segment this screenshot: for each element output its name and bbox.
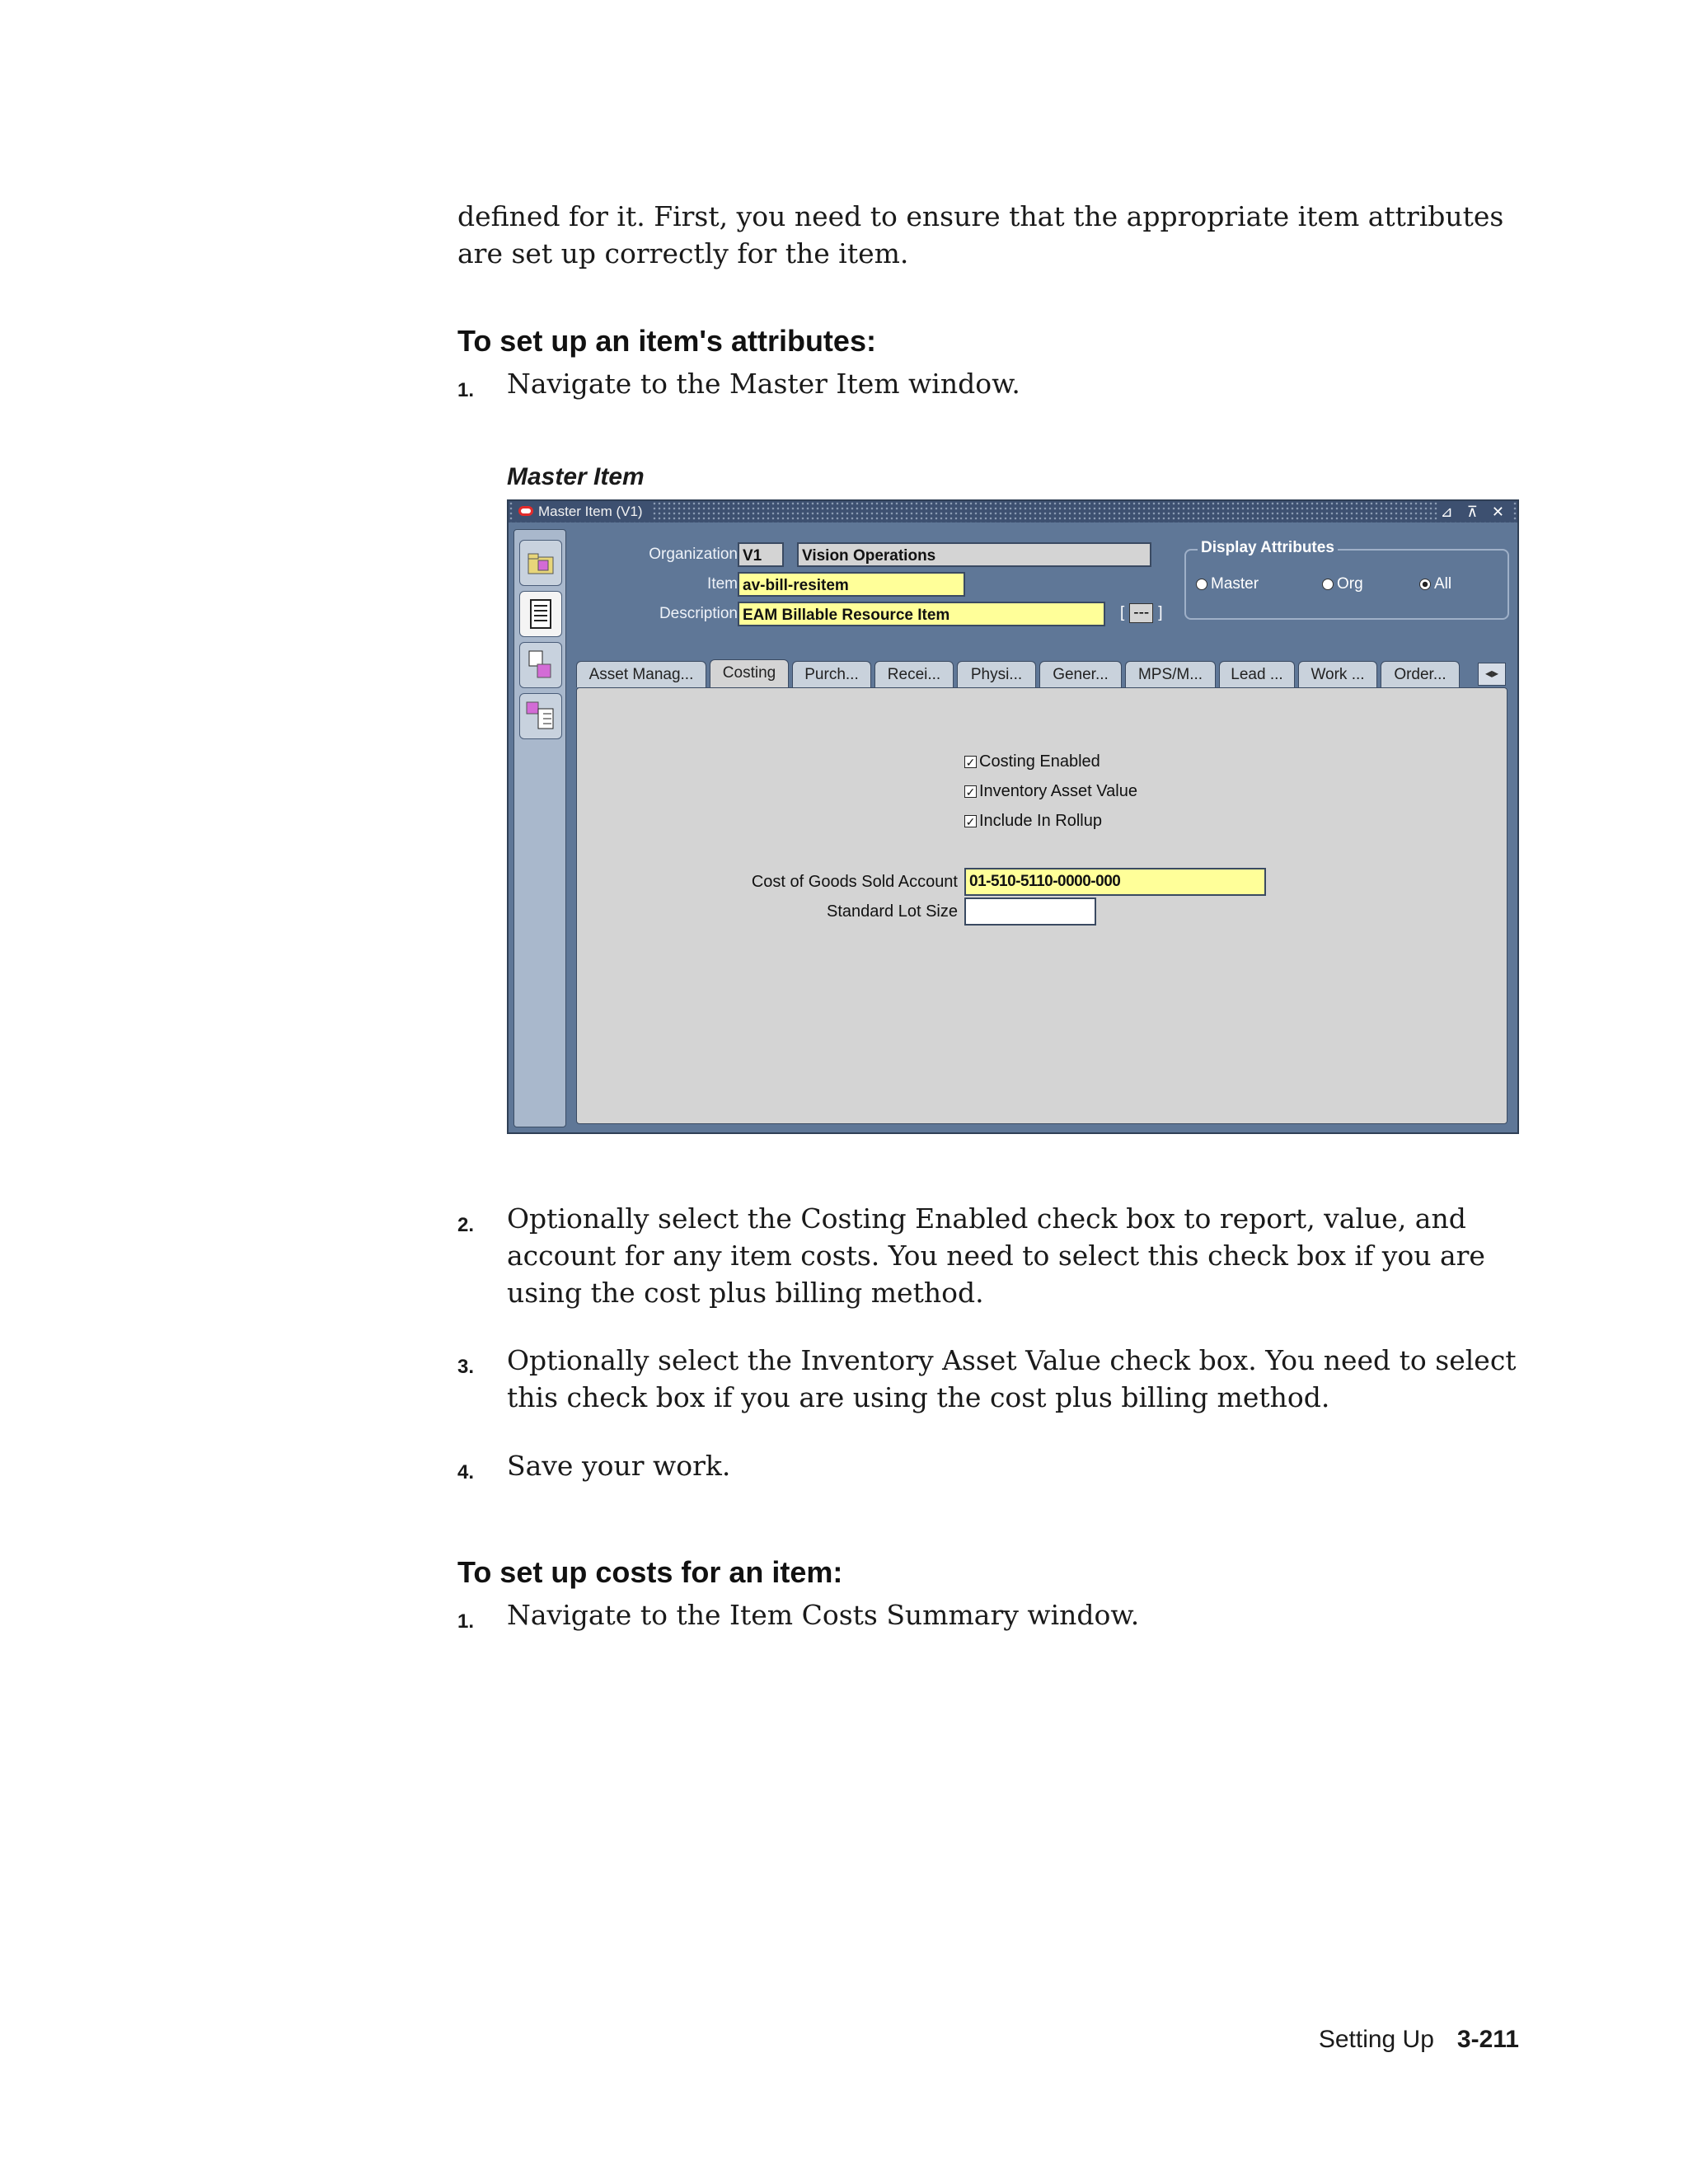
step-number: 4. bbox=[457, 1461, 475, 1483]
step-3-inventory-asset-value bbox=[457, 1342, 1521, 1420]
intro-paragraph: defined for it. First, you need to ensure that the appropriate item attributes are set up correctly for the item. bbox=[457, 200, 1504, 269]
flex-bracket-right: ] bbox=[1158, 604, 1163, 621]
step-text: Optionally select the Inventory Asset Value check box. You need to select this check box if you are using the cost plus billing method. bbox=[507, 1344, 1517, 1413]
step-number: 2. bbox=[457, 1214, 475, 1236]
step-text: Navigate to the Item Costs Summary window. bbox=[507, 1599, 1140, 1631]
costing-enabled-checkbox[interactable] bbox=[964, 752, 1100, 771]
window-controls[interactable]: ⊿ ⊼ ✕ bbox=[1437, 502, 1512, 522]
step-number: 1. bbox=[457, 1610, 475, 1633]
tab-general-planning[interactable]: Gener... bbox=[1039, 661, 1122, 687]
tab-purchasing[interactable]: Purch... bbox=[792, 661, 871, 687]
step-number: 1. bbox=[457, 379, 475, 401]
tab-asset-management[interactable]: Asset Manag... bbox=[576, 661, 706, 687]
step-4-save bbox=[457, 1447, 1521, 1488]
section-heading-costs: To set up costs for an item: bbox=[457, 1555, 843, 1589]
step-text: Navigate to the Master Item window. bbox=[507, 368, 1020, 400]
step-2-costing-enabled bbox=[457, 1200, 1521, 1315]
organization-code-field[interactable]: V1 bbox=[738, 542, 784, 567]
display-attributes-legend: Display Attributes bbox=[1198, 539, 1338, 557]
radio-master[interactable] bbox=[1196, 575, 1259, 593]
radio-dot bbox=[1196, 579, 1207, 590]
item-field[interactable]: av-bill-resitem bbox=[738, 572, 965, 597]
checkbox-box: ✓ bbox=[965, 756, 976, 769]
figure-caption: Master Item bbox=[507, 463, 645, 490]
radio-dot bbox=[1322, 579, 1334, 590]
page-number: 3-211 bbox=[1456, 2026, 1519, 2053]
tab-physical[interactable]: Physi... bbox=[957, 661, 1036, 687]
tab-scroll-arrows-icon[interactable]: ◂▸ bbox=[1478, 663, 1506, 686]
item-label: Item bbox=[707, 575, 738, 593]
tab-work-in-process[interactable]: Work ... bbox=[1298, 661, 1377, 687]
page-footer bbox=[1319, 2026, 1519, 2054]
checkbox-box: ✓ bbox=[965, 815, 976, 828]
radio-dot-selected bbox=[1419, 579, 1431, 590]
organization-name-field[interactable]: Vision Operations bbox=[797, 542, 1151, 567]
costing-tab-panel bbox=[576, 687, 1507, 1124]
checkbox-label: Costing Enabled bbox=[979, 752, 1100, 771]
inventory-asset-value-checkbox[interactable] bbox=[964, 782, 1137, 801]
section-heading-attributes: To set up an item's attributes: bbox=[457, 324, 876, 358]
step-text: Save your work. bbox=[507, 1450, 731, 1482]
checkbox-box: ✓ bbox=[965, 785, 976, 799]
standard-lot-size-label: Standard Lot Size bbox=[827, 902, 958, 921]
list-document-icon[interactable] bbox=[519, 591, 562, 637]
radio-all-label: All bbox=[1434, 575, 1452, 593]
tab-mps-mrp[interactable]: MPS/M... bbox=[1125, 661, 1216, 687]
vertical-toolbar bbox=[513, 529, 566, 1127]
window-title-text: Master Item (V1) bbox=[538, 504, 643, 519]
flex-bracket-left: [ bbox=[1120, 604, 1125, 621]
tab-receiving[interactable]: Recei... bbox=[874, 661, 954, 687]
checkbox-label: Include In Rollup bbox=[979, 812, 1102, 830]
radio-master-label: Master bbox=[1211, 575, 1259, 593]
oracle-logo-icon bbox=[518, 506, 533, 516]
master-item-window bbox=[507, 499, 1519, 1134]
organization-label: Organization bbox=[649, 546, 738, 563]
step-number: 3. bbox=[457, 1356, 475, 1378]
tab-order-management[interactable]: Order... bbox=[1381, 661, 1460, 687]
checkbox-label: Inventory Asset Value bbox=[979, 782, 1137, 800]
radio-org-label: Org bbox=[1337, 575, 1363, 593]
window-titlebar[interactable] bbox=[509, 501, 1517, 523]
cogs-account-label: Cost of Goods Sold Account bbox=[751, 873, 958, 891]
standard-lot-size-field[interactable] bbox=[964, 898, 1096, 926]
item-attributes-icon[interactable] bbox=[519, 693, 562, 739]
cogs-account-field[interactable]: 01-510-5110-0000-000 bbox=[964, 868, 1266, 896]
radio-all[interactable] bbox=[1419, 575, 1451, 593]
display-attributes-group bbox=[1184, 539, 1509, 620]
tab-lead-times[interactable]: Lead ... bbox=[1219, 661, 1295, 687]
include-in-rollup-checkbox[interactable] bbox=[964, 812, 1102, 831]
description-field[interactable]: EAM Billable Resource Item bbox=[738, 602, 1105, 626]
window-title bbox=[513, 502, 651, 522]
radio-org[interactable] bbox=[1322, 575, 1363, 593]
folder-icon[interactable] bbox=[519, 540, 562, 586]
footer-section: Setting Up bbox=[1318, 2026, 1434, 2053]
descriptive-flexfield[interactable] bbox=[1120, 603, 1163, 623]
description-label: Description bbox=[659, 605, 738, 622]
tab-costing[interactable]: Costing bbox=[710, 659, 789, 689]
step-text: Optionally select the Costing Enabled check box to report, value, and account for any item costs. You need to select this check box if you are using the cost plus billing method. bbox=[507, 1202, 1485, 1309]
item-category-icon[interactable] bbox=[519, 642, 562, 688]
flexfield-button[interactable]: --- bbox=[1129, 603, 1153, 623]
